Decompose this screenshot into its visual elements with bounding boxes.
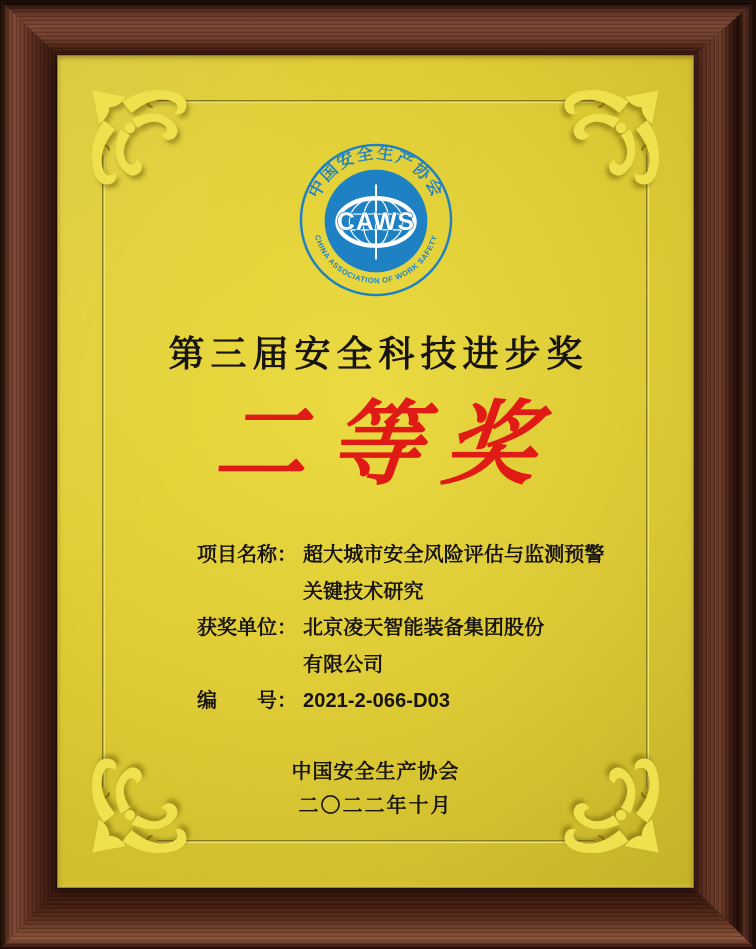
logo-arc-bottom-text: CHINA ASSOCIATION OF WORK SAFETY <box>312 233 439 286</box>
field-value: 北京凌天智能装备集团股份 <box>303 617 545 639</box>
field-label: 编 号： <box>197 690 297 712</box>
corner-flourish-icon <box>546 81 668 203</box>
wood-frame-left <box>0 0 57 949</box>
issue-date: 二〇二二年十月 <box>298 795 453 817</box>
wood-frame-top <box>0 0 756 55</box>
wood-frame-bottom <box>0 888 756 949</box>
corner-flourish-icon <box>83 81 205 203</box>
field-value: 关键技术研究 <box>303 580 424 603</box>
border-line-top <box>157 100 594 103</box>
field-value: 2021-2-066-D03 <box>303 690 451 712</box>
issuer-name: 中国安全生产协会 <box>291 761 460 783</box>
award-grade: 二等奖 <box>210 394 563 496</box>
field-row-awardee-cont <box>197 652 667 689</box>
gold-certificate-plate <box>57 55 694 888</box>
certificate-fields <box>197 542 667 725</box>
certificate-title: 第三届安全科技进步奖 <box>168 333 589 374</box>
field-label: 获奖单位： <box>197 617 297 639</box>
logo-arc-top-text: 中国安全生产协会 <box>304 143 447 201</box>
field-label: 项目名称： <box>197 544 297 566</box>
wood-frame-right <box>694 0 756 949</box>
field-row-serial-number <box>197 688 667 725</box>
field-value: 有限公司 <box>303 653 384 676</box>
field-row-awardee <box>197 615 667 652</box>
field-row-project-name <box>197 542 667 579</box>
logo-acronym-text: CAWS <box>336 208 415 236</box>
field-value: 超大城市安全风险评估与监测预警 <box>303 544 605 566</box>
field-row-project-name-cont <box>197 579 667 616</box>
caws-logo-icon <box>297 141 455 299</box>
border-line-bottom <box>157 840 594 843</box>
